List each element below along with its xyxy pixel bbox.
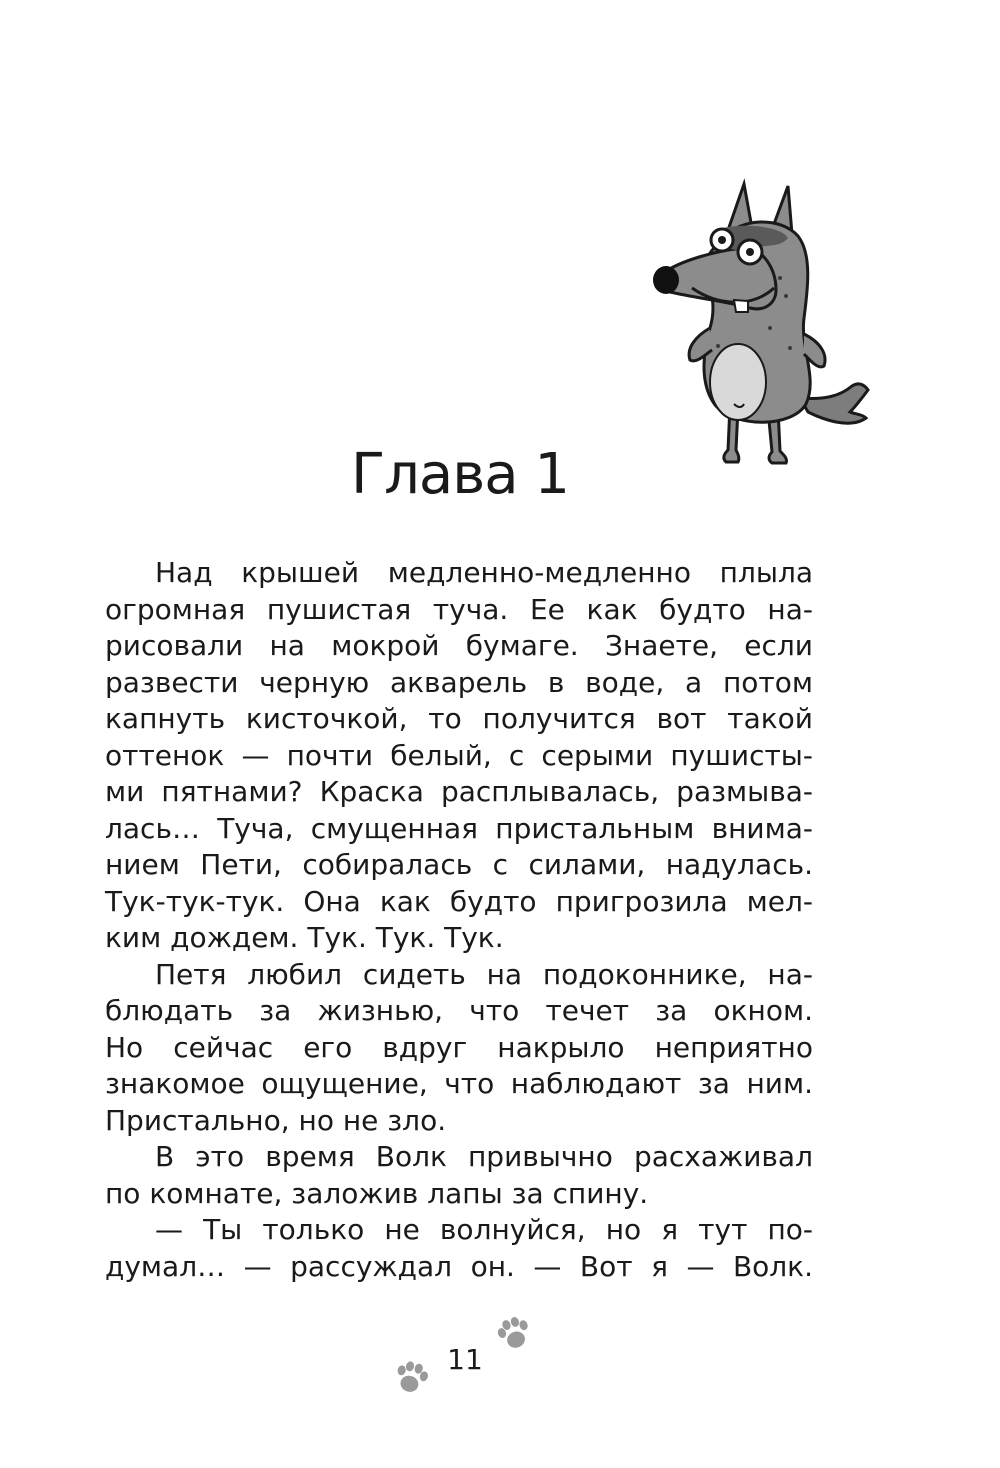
- text-line: Петя любил сидеть на подоконнике, на-: [155, 957, 813, 991]
- text-line: по комнате, заложив лапы за спину.: [105, 1176, 649, 1210]
- wolf-tooth: [734, 300, 748, 312]
- text-line: блюдать за жизнью, что течет за окном.: [105, 994, 813, 1027]
- text-line: Но сейчас его вдруг накрыло неприятно: [105, 1030, 813, 1064]
- text-line: огромная пушистая туча. Ее как будто на-: [105, 592, 813, 626]
- text-line: ким дождем. Тук. Тук. Тук.: [105, 921, 504, 954]
- text-line: нием Пети, собиралась с силами, надулась.: [105, 848, 813, 881]
- wolf-illustration: [640, 178, 890, 470]
- wolf-belly: [710, 344, 766, 420]
- chapter-text: [105, 555, 813, 1285]
- wolf-nose: [653, 266, 679, 294]
- text-line: оттенок — почти белый, с серыми пушисты-: [105, 738, 813, 772]
- wolf-right-pupil: [746, 248, 754, 256]
- text-line: Пристально, но не зло.: [105, 1103, 447, 1137]
- paw-print-icon: [494, 1314, 534, 1354]
- text-line: думал… — рассуждал он. — Вот я — Волк.: [105, 1249, 813, 1283]
- text-line: — Ты только не волнуйся, но я тут по-: [155, 1213, 813, 1246]
- text-line: развести черную акварель в воде, а потом: [105, 665, 813, 699]
- text-line: капнуть кисточкой, то получится вот такой: [105, 702, 813, 735]
- text-line: ми пятнами? Краска расплывалась, размыва-: [105, 775, 813, 808]
- text-line: Тук-тук-тук. Она как будто пригрозила мел-: [105, 884, 813, 918]
- page-number: 11: [447, 1343, 483, 1376]
- wolf-left-pupil: [718, 236, 726, 244]
- text-line: знакомое ощущение, что наблюдают за ним.: [105, 1067, 813, 1100]
- text-line: лась… Туча, смущенная пристальным внима-: [105, 811, 813, 845]
- text-line: В это время Волк привычно расхаживал: [155, 1140, 813, 1173]
- text-line: Над крышей медленно-медленно плыла: [155, 556, 813, 589]
- chapter-title: Глава 1: [350, 442, 569, 507]
- paw-print-icon: [391, 1358, 431, 1398]
- text-line: рисовали на мокрой бумаге. Знаете, если: [105, 629, 813, 662]
